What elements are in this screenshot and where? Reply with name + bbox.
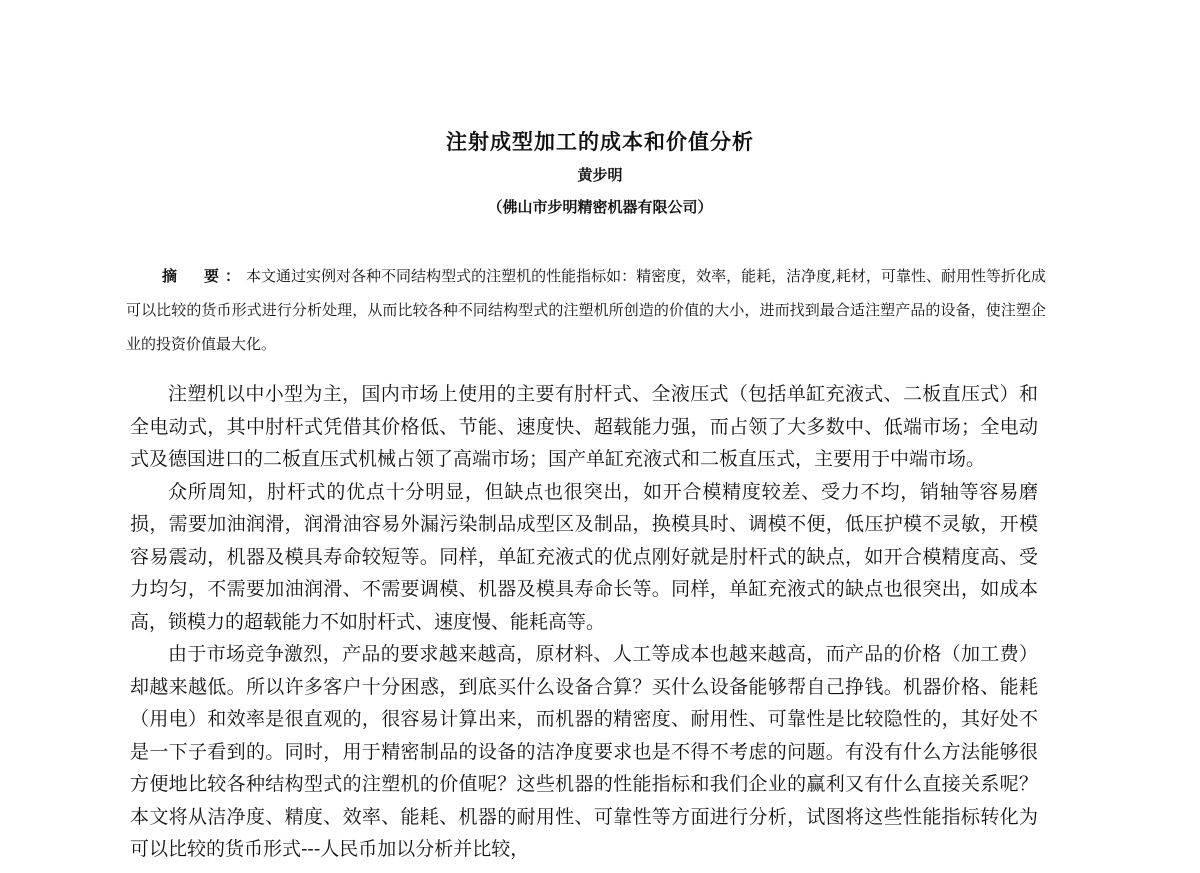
body-text — [130, 378, 1038, 866]
body-paragraph-2: 众所周知，肘杆式的优点十分明显，但缺点也很突出，如开合模精度较差、受力不均，销轴等容易磨损，需要加油润滑，润滑油容易外漏污染制品成型区及制品，换模具时、调模不便，低压护模不灵敏，开模容易震动，机器及模具寿命较短等。同样，单缸充液式的优点刚好就是肘杆式的缺点，如开合模精度高、受力均匀，不需要加油润滑、不需要调模、机器及模具寿命长等。同样，单缸充液式的缺点也很突出，如成本高，锁模力的超载能力不如肘杆式、速度慢、能耗高等。 — [130, 480, 1038, 633]
abstract — [126, 259, 1046, 361]
author-affiliation: （佛山市步明精密机器有限公司） — [487, 198, 713, 216]
body-paragraph-3: 由于市场竞争激烈，产品的要求越来越高，原材料、人工等成本也越来越高，而产品的价格（加工费）却越来越低。所以许多客户十分困惑，到底买什么设备合算？买什么设备能够帮自己挣钱。机器价格、能耗（用电）和效率是很直观的，很容易计算出来，而机器的精密度、耐用性、可靠性是比较隐性的，其好处不是一下子看到的。同时，用于精密制品的设备的洁净度要求也是不得不考虑的问题。有没有什么方法能够很方便地比较各种结构型式的注塑机的价值呢？这些机器的性能指标和我们企业的赢利又有什么直接关系呢？本文将从洁净度、精度、效率、能耗、机器的耐用性、可靠性等方面进行分析，试图将这些性能指标转化为可以比较的货币形式---人民币加以分析并比较， — [130, 643, 1038, 860]
abstract-text: 本文通过实例对各种不同结构型式的注塑机的性能指标如：精密度，效率，能耗，洁净度,耗材，可靠性、耐用性等折化成可以比较的货币形式进行分析处理，从而比较各种不同结构型式的注塑机所创造的价值的大小，进而找到最合适注塑产品的设备，使注塑企业的投资价值最大化。 — [126, 267, 1046, 353]
abstract-label: 摘 要： — [162, 267, 247, 285]
author-name: 黄步明 — [577, 166, 623, 184]
paper-title: 注射成型加工的成本和价值分析 — [446, 130, 754, 154]
body-paragraph-1: 注塑机以中小型为主，国内市场上使用的主要有肘杆式、全液压式（包括单缸充液式、二板直压式）和全电动式，其中肘杆式凭借其价格低、节能、速度快、超载能力强，而占领了大多数中、低端市场；全电动式及德国进口的二板直压式机械占领了高端市场；国产单缸充液式和二板直压式，主要用于中端市场。 — [130, 383, 1038, 470]
